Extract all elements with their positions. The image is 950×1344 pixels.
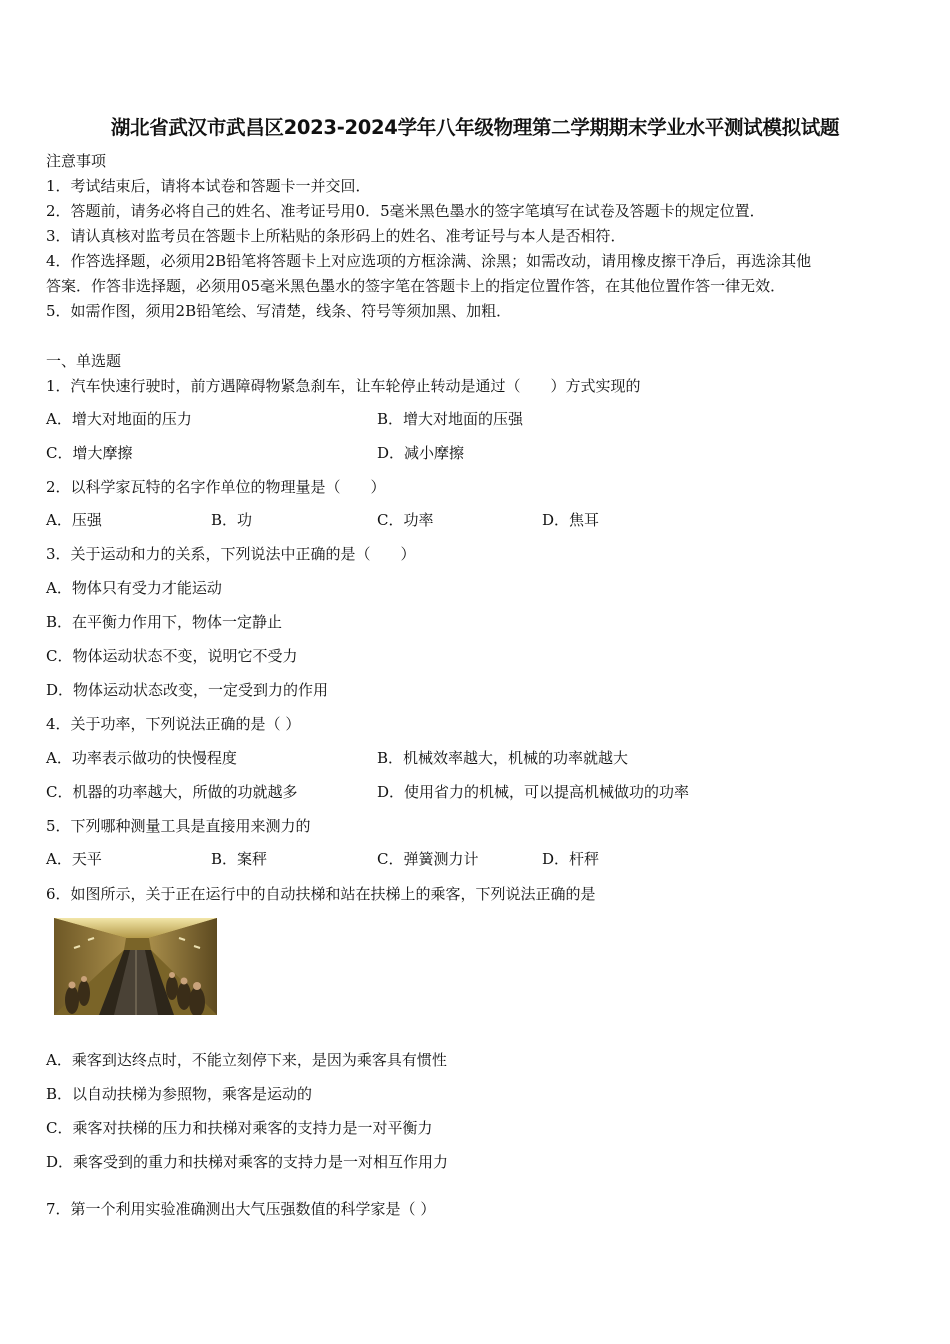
question-stem: 7．第一个利用实验准确测出大气压强数值的科学家是（ ） xyxy=(46,1200,436,1218)
question-option: D．使用省力的机械，可以提高机械做功的功率 xyxy=(377,783,690,801)
question-option: A．压强 xyxy=(46,511,102,529)
question-option: B．功 xyxy=(211,511,253,529)
question-option: A．天平 xyxy=(46,850,102,868)
question-option: C．弹簧测力计 xyxy=(377,850,479,868)
question-option: C．物体运动状态不变，说明它不受力 xyxy=(46,647,298,665)
notice-item: 5．如需作图，须用2B铅笔绘、写清楚，线条、符号等须加黑、加粗． xyxy=(46,302,512,320)
question-option: C．机器的功率越大，所做的功就越多 xyxy=(46,783,298,801)
question-option: B．以自动扶梯为参照物，乘客是运动的 xyxy=(46,1085,313,1103)
question-stem: 4．关于功率，下列说法正确的是（ ） xyxy=(46,715,301,733)
notice-item: 4．作答选择题，必须用2B铅笔将答题卡上对应选项的方框涂满、涂黑；如需改动，请用橡皮擦干净后，再选涂其他 xyxy=(46,252,812,270)
question-option: D．乘客受到的重力和扶梯对乘客的支持力是一对相互作用力 xyxy=(46,1153,449,1171)
exam-title: 湖北省武汉市武昌区2023-2024学年八年级物理第二学期期末学业水平测试模拟试题 xyxy=(110,116,840,139)
question-option: C．功率 xyxy=(377,511,434,529)
question-stem: 5．下列哪种测量工具是直接用来测力的 xyxy=(46,817,311,835)
question-option: B．案秤 xyxy=(211,850,268,868)
question-option: A．功率表示做功的快慢程度 xyxy=(46,749,237,767)
notice-heading: 注意事项 xyxy=(46,152,107,170)
question-option: B．增大对地面的压强 xyxy=(377,410,524,428)
question-option: A．物体只有受力才能运动 xyxy=(46,579,222,597)
question-stem: 2．以科学家瓦特的名字作单位的物理量是（ ） xyxy=(46,478,386,496)
question-option: D．杆秤 xyxy=(542,850,600,868)
notice-item: 2．答题前，请务必将自己的姓名、准考证号用0．5毫米黑色墨水的签字笔填写在试卷及答题卡的规定位置． xyxy=(46,202,765,220)
question-option: D．焦耳 xyxy=(542,511,600,529)
question-option: C．增大摩擦 xyxy=(46,444,133,462)
question-option: A．增大对地面的压力 xyxy=(46,410,192,428)
notice-item: 3．请认真核对监考员在答题卡上所粘贴的条形码上的姓名、准考证号与本人是否相符． xyxy=(46,227,626,245)
question-option: A．乘客到达终点时，不能立刻停下来，是因为乘客具有惯性 xyxy=(46,1051,447,1069)
notice-item: 答案．作答非选择题，必须用05毫米黑色墨水的签字笔在答题卡上的指定位置作答，在其他位置作答一律无效． xyxy=(46,277,786,295)
notice-item: 1．考试结束后，请将本试卷和答题卡一并交回． xyxy=(46,177,371,195)
question-option: D．减小摩擦 xyxy=(377,444,465,462)
question-option: C．乘客对扶梯的压力和扶梯对乘客的支持力是一对平衡力 xyxy=(46,1119,433,1137)
question-stem: 1．汽车快速行驶时，前方遇障碍物紧急刹车，让车轮停止转动是通过（ ）方式实现的 xyxy=(46,377,641,395)
question-stem: 3．关于运动和力的关系，下列说法中正确的是（ ） xyxy=(46,545,416,563)
question-stem: 6．如图所示，关于正在运行中的自动扶梯和站在扶梯上的乘客，下列说法正确的是 xyxy=(46,885,596,903)
question-option: D．物体运动状态改变，一定受到力的作用 xyxy=(46,681,329,699)
question-option: B．在平衡力作用下，物体一定静止 xyxy=(46,613,283,631)
section-heading: 一、单选题 xyxy=(46,352,122,370)
question-option: B．机械效率越大，机械的功率就越大 xyxy=(377,749,629,767)
escalator-photo xyxy=(54,918,217,1015)
escalator-illustration xyxy=(54,918,217,1015)
